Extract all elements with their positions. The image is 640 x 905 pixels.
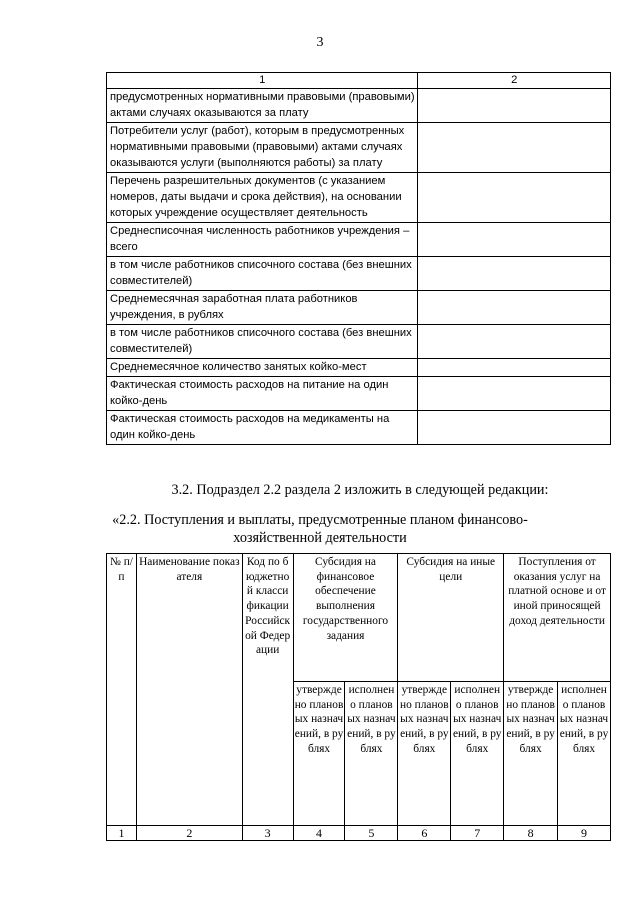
- row-label: Фактическая стоимость расходов на питание на один койко-день: [107, 377, 418, 411]
- row-label: Фактическая стоимость расходов на медикаменты на один койко-день: [107, 411, 418, 445]
- row-label: Среднесписочная численность работников учреждения – всего: [107, 223, 418, 257]
- column-header-executed: исполнено плановых назначений, в рублях: [451, 682, 504, 826]
- column-header-executed: исполнено плановых назначений, в рублях: [558, 682, 611, 826]
- row-label: в том числе работников списочного состава (без внешних совместителей): [107, 325, 418, 359]
- column-header-number: № п/п: [107, 554, 137, 826]
- column-number: 3: [242, 826, 293, 841]
- column-number: 9: [558, 826, 611, 841]
- section-heading-line-2: хозяйственной деятельности: [233, 530, 407, 546]
- row-label: Перечень разрешительных документов (с указанием номеров, даты выдачи и срока действия), на основании которых учреждение осуществляет деятельность: [107, 173, 418, 223]
- row-value: [418, 291, 611, 325]
- amendment-paragraph: 3.2. Подраздел 2.2 раздела 2 изложить в следующей редакции:: [171, 482, 549, 498]
- row-value: [418, 377, 611, 411]
- column-group-other-subsidy: Субсидия на иные цели: [398, 554, 504, 682]
- row-value: [418, 257, 611, 291]
- column-header-budget-code: Код по бюджетной классификации Российской Федерации: [242, 554, 293, 826]
- row-label: Потребители услуг (работ), которым в предусмотренных нормативными правовыми (правовыми) актами случаях оказываются услуги (выполняются работы) за плату: [107, 123, 418, 173]
- table-row: [107, 291, 611, 325]
- section-heading: [0, 511, 640, 547]
- page-number: 3: [316, 35, 324, 50]
- section-heading-line-1: «2.2. Поступления и выплаты, предусмотренные планом финансово-: [112, 512, 528, 528]
- column-number-row: [107, 826, 611, 841]
- row-value: [418, 123, 611, 173]
- table-row: [107, 359, 611, 377]
- table-row: [107, 257, 611, 291]
- table-row: [107, 325, 611, 359]
- column-header-planned: утверждено плановых назначений, в рублях: [293, 682, 345, 826]
- row-value: [418, 359, 611, 377]
- column-number: 6: [398, 826, 451, 841]
- column-header-planned: утверждено плановых назначений, в рублях: [398, 682, 451, 826]
- column-number: 2: [136, 826, 242, 841]
- table-row: [107, 411, 611, 445]
- row-label: Среднемесячное количество занятых койко-мест: [107, 359, 418, 377]
- table-row: [107, 173, 611, 223]
- table-row: [107, 223, 611, 257]
- table-header-row: [107, 73, 611, 89]
- column-group-state-task-subsidy: Субсидия на финансовое обеспечение выполнения государственного задания: [293, 554, 398, 682]
- column-header-executed: исполнено плановых назначений, в рублях: [345, 682, 398, 826]
- column-header-planned: утверждено плановых назначений, в рублях: [504, 682, 558, 826]
- column-number: 4: [293, 826, 345, 841]
- column-number: 1: [107, 826, 137, 841]
- table-header-row: [107, 554, 611, 682]
- row-value: [418, 223, 611, 257]
- table-row: [107, 89, 611, 123]
- financial-plan-table: [106, 553, 611, 841]
- column-number: 5: [345, 826, 398, 841]
- organization-info-table: [106, 72, 611, 445]
- row-label: в том числе работников списочного состава (без внешних совместителей): [107, 257, 418, 291]
- column-number: 8: [504, 826, 558, 841]
- table-row: [107, 377, 611, 411]
- row-label: предусмотренных нормативными правовыми (правовыми) актами случаях оказываются за плату: [107, 89, 418, 123]
- row-value: [418, 411, 611, 445]
- column-header-2: 2: [418, 73, 611, 89]
- column-number: 7: [451, 826, 504, 841]
- row-value: [418, 89, 611, 123]
- table-row: [107, 123, 611, 173]
- row-value: [418, 173, 611, 223]
- column-group-paid-services: Поступления от оказания услуг на платной основе и от иной приносящей доход деятельности: [504, 554, 611, 682]
- row-value: [418, 325, 611, 359]
- row-label: Среднемесячная заработная плата работников учреждения, в рублях: [107, 291, 418, 325]
- column-header-1: 1: [107, 73, 418, 89]
- column-header-name: Наименование показателя: [136, 554, 242, 826]
